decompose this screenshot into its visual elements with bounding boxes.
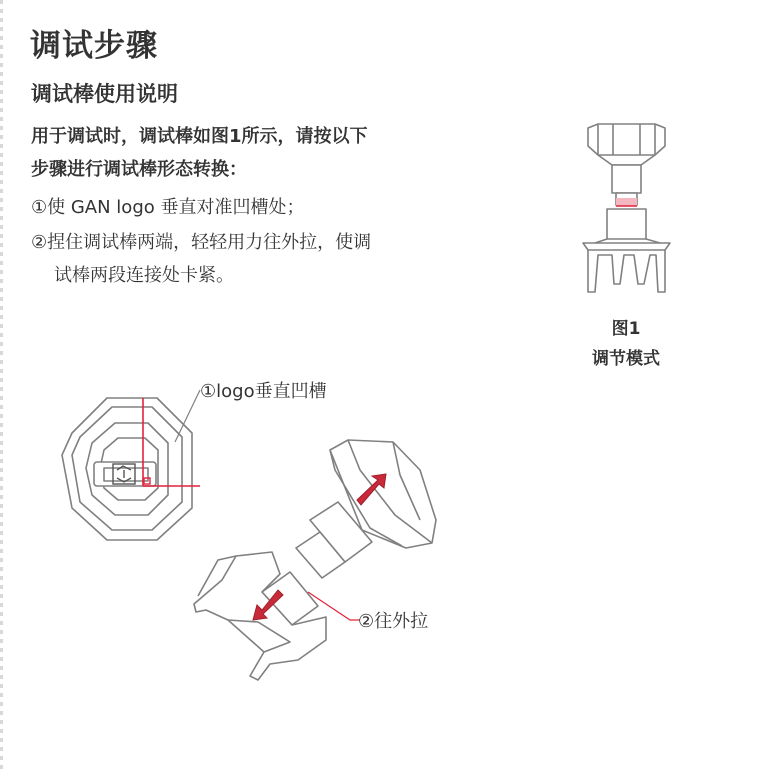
page-title: 调试步骤	[30, 28, 158, 64]
figure-1-caption: 调节模式	[592, 349, 660, 369]
callout-pull-out: ②往外拉	[358, 611, 429, 632]
step-2-line-1: ②捏住调试棒两端，轻轻用力往外拉，使调	[31, 232, 372, 253]
step-1: ①使 GAN logo 垂直对准凹槽处；	[31, 197, 305, 218]
intro-line-2: 步骤进行调试棒形态转换：	[31, 159, 247, 180]
figure-1-label: 图1	[611, 319, 641, 339]
intro-line-1: 用于调试时，调试棒如图1所示，请按以下	[31, 126, 368, 147]
step-2-line-2: 试棒两段连接处卡紧。	[54, 265, 234, 286]
section-subtitle: 调试棒使用说明	[31, 82, 178, 106]
callout-logo-align: ①logo垂直凹槽	[200, 381, 327, 402]
